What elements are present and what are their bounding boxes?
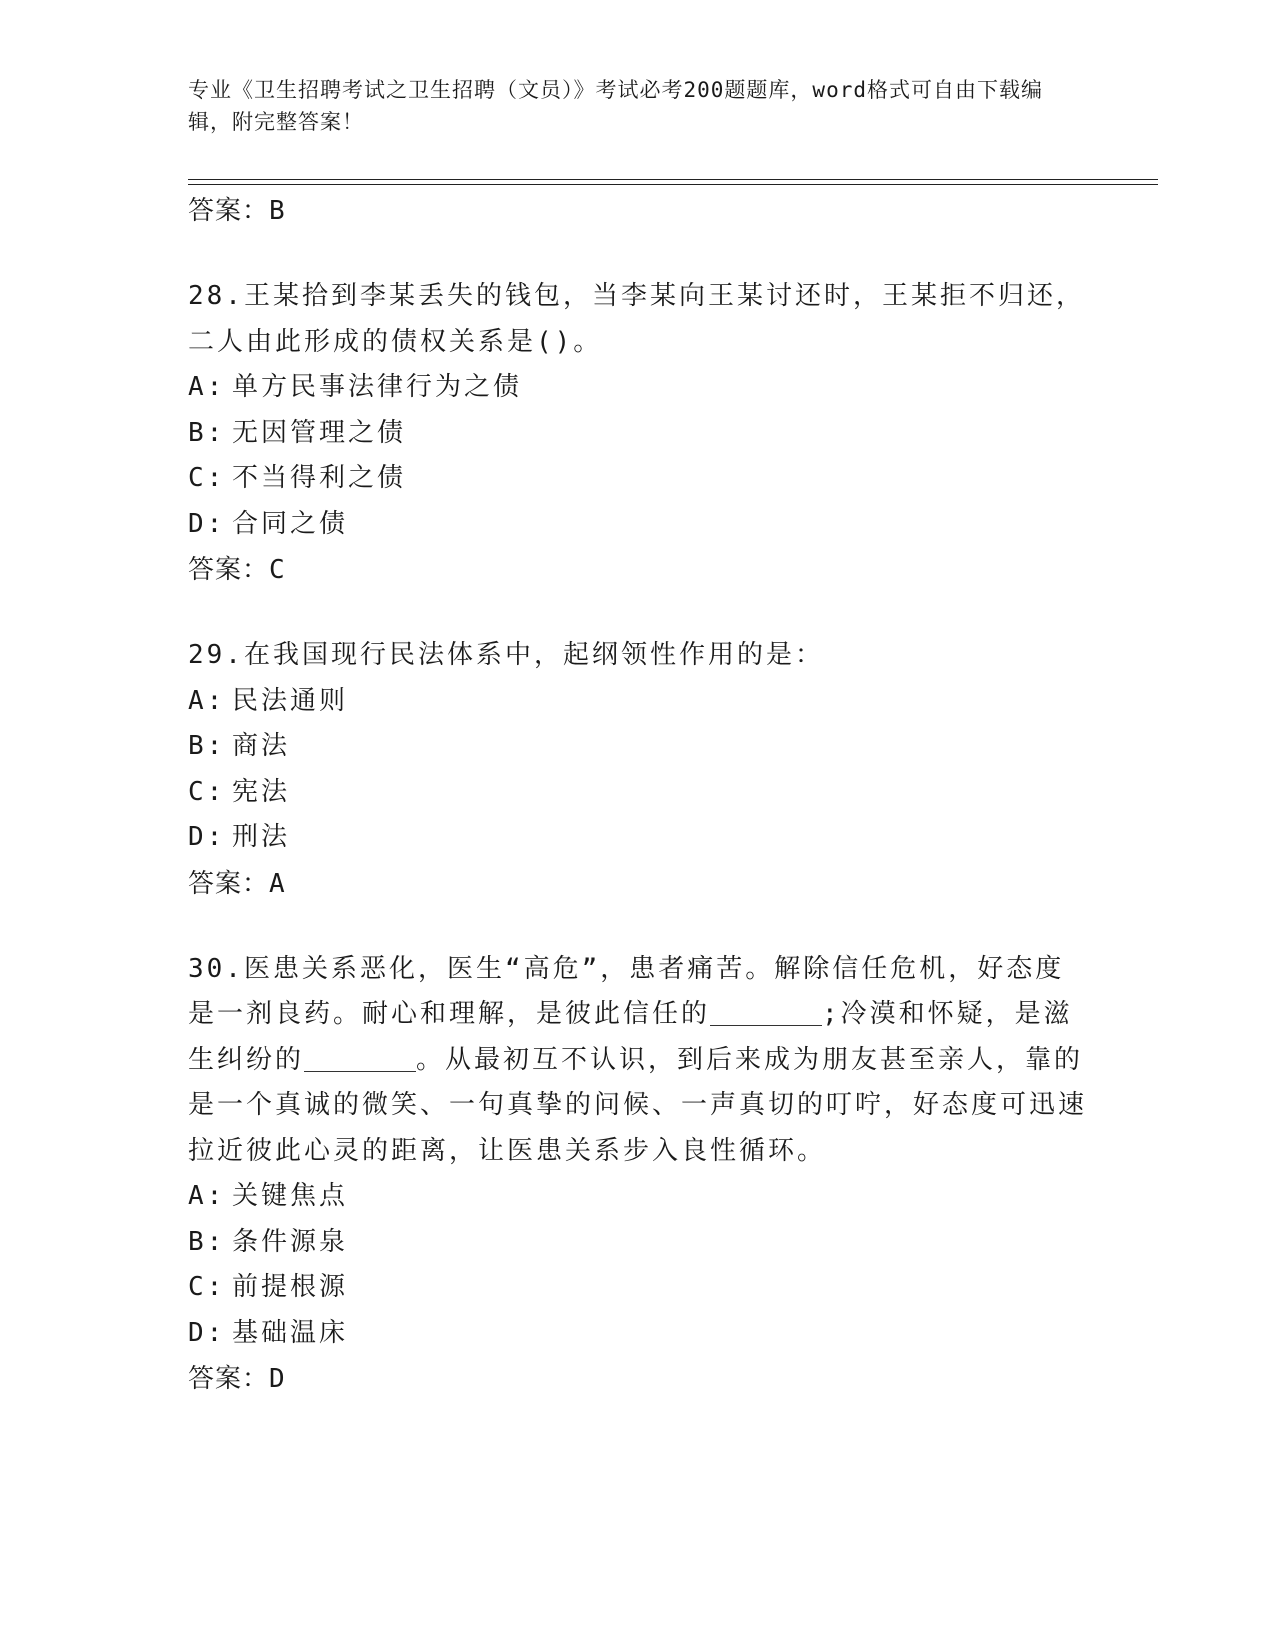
- answer-30: 答案：D: [188, 1364, 286, 1394]
- question-number: 29.: [188, 640, 244, 670]
- option-text: 基础温床: [232, 1317, 349, 1348]
- option-text: 刑法: [232, 822, 291, 852]
- question-29-text: [188, 633, 1088, 679]
- question-stem-part-1: 医患关系恶化，医生“高危”，患者痛苦。解除信任危机，好态度是一剂良药。耐心和理解，是彼此信任的: [188, 953, 1065, 1029]
- option-letter: C:: [188, 463, 226, 493]
- option-text: 单方民事法律行为之债: [232, 372, 523, 402]
- option-d: [188, 502, 1088, 548]
- option-letter: D:: [188, 508, 226, 539]
- option-d: [188, 1311, 1088, 1357]
- option-text: 无因管理之债: [232, 417, 407, 448]
- fill-in-blank-2: [304, 1045, 416, 1072]
- option-text: 不当得利之债: [232, 463, 407, 493]
- question-28: [188, 274, 1088, 593]
- option-text: 民法通则: [232, 685, 349, 716]
- question-stem: 王某拾到李某丢失的钱包，当李某向王某讨还时，王某拒不归还，二人由此形成的债权关系是()。: [188, 281, 1085, 357]
- fill-in-blank-1: [710, 999, 822, 1026]
- answer-28: 答案：C: [188, 555, 286, 585]
- answer-29: 答案：A: [188, 868, 286, 899]
- option-letter: B:: [188, 731, 226, 761]
- option-letter: B:: [188, 1226, 226, 1257]
- question-stem-part-2: ;冷漠和怀疑，是滋生纠纷的: [188, 999, 1073, 1075]
- option-text: 商法: [232, 731, 291, 761]
- header-rule-bottom: [188, 184, 1158, 185]
- document-body: [188, 188, 1088, 1402]
- option-text: 合同之债: [232, 508, 349, 539]
- option-b: [188, 724, 1088, 770]
- option-text: 条件源泉: [232, 1226, 349, 1257]
- question-number: 30.: [188, 953, 244, 984]
- question-29: [188, 633, 1088, 907]
- header-rule-top: [188, 179, 1158, 180]
- option-a: [188, 679, 1088, 725]
- option-b: [188, 1220, 1088, 1266]
- option-c: [188, 456, 1088, 502]
- option-text: 宪法: [232, 776, 291, 807]
- option-letter: D:: [188, 1317, 226, 1348]
- option-letter: C:: [188, 1272, 226, 1302]
- question-30: [188, 947, 1088, 1403]
- question-stem: 在我国现行民法体系中，起纲领性作用的是：: [243, 640, 824, 670]
- question-30-text: [188, 947, 1088, 1175]
- option-letter: A:: [188, 372, 226, 402]
- option-c: [188, 1265, 1088, 1311]
- option-text: 关键焦点: [232, 1181, 349, 1211]
- question-number: 28.: [188, 281, 244, 311]
- option-letter: B:: [188, 417, 226, 448]
- option-d: [188, 815, 1088, 861]
- option-letter: C:: [188, 776, 226, 807]
- document-header: 专业《卫生招聘考试之卫生招聘（文员）》考试必考200题题库，word格式可自由下载编辑，附完整答案！: [188, 78, 1043, 134]
- option-a: [188, 365, 1088, 411]
- question-stem-part-3: 。从最初互不认识，到后来成为朋友甚至亲人，靠的是一个真诚的微笑、一句真挚的问候、一声真切的叮咛，好态度可迅速拉近彼此心灵的距离，让医患关系步入良性循环。: [188, 1044, 1088, 1166]
- option-text: 前提根源: [232, 1272, 349, 1302]
- answer-27: 答案：B: [188, 196, 286, 226]
- question-28-text: [188, 274, 1088, 365]
- option-b: [188, 411, 1088, 457]
- option-a: [188, 1174, 1088, 1220]
- option-letter: D:: [188, 822, 226, 852]
- option-letter: A:: [188, 1181, 226, 1211]
- option-c: [188, 770, 1088, 816]
- option-letter: A:: [188, 685, 226, 716]
